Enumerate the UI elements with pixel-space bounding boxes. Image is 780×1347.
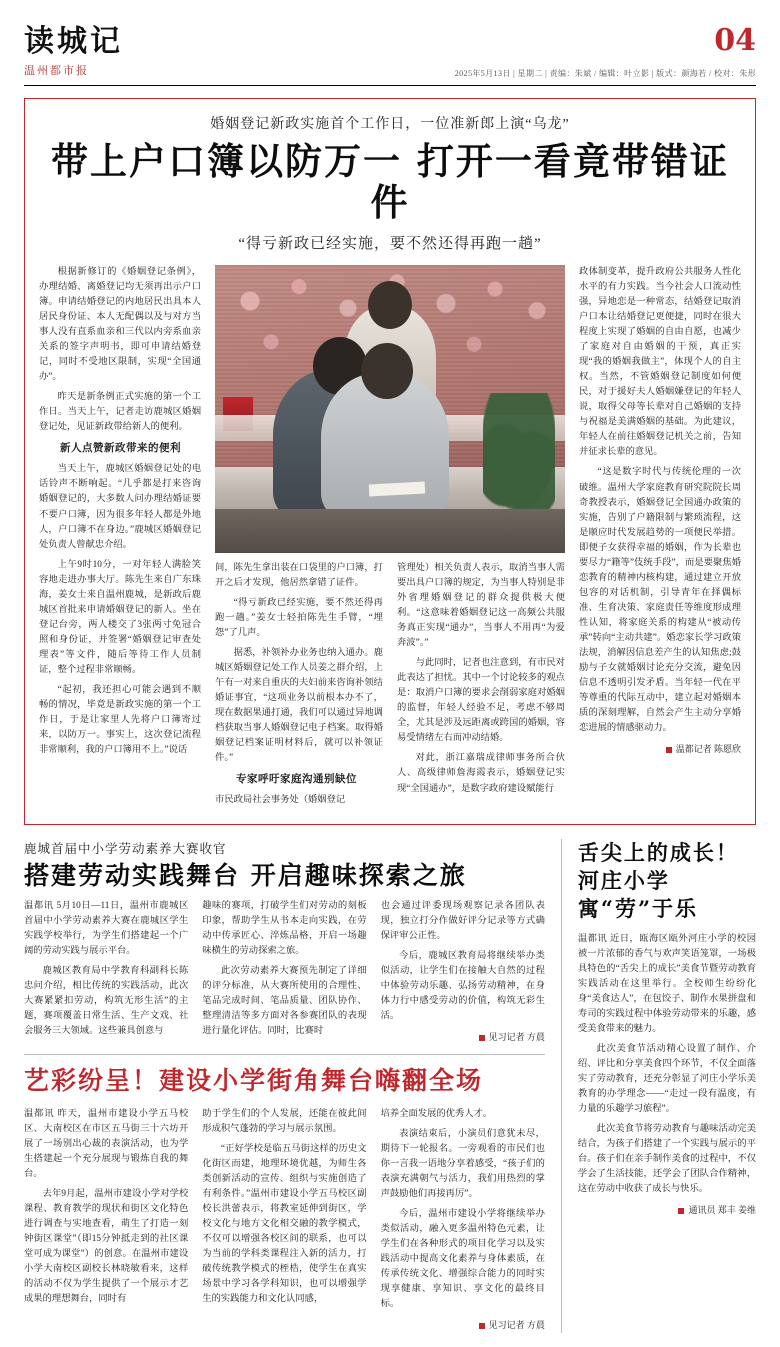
article3-column-2 [202,1107,366,1333]
photo-desk-front [215,509,565,553]
lead-subtitle-2: 专家呼吁家庭沟通别缺位 [236,774,358,786]
paragraph: 根据新修订的《婚姻登记条例》，办理结婚、离婚登记均无须再出示户口簿。申请结婚登记的内地居民出具本人居民身份证、本人无配偶以及与对方当事人没有直系血亲和三代以内旁系血亲关系的签字声明书，即可申请结婚登记，同时不受地区限制，实现“全国通办”。 [39,266,202,383]
paragraph: 对此，浙江嘉瑞成律师事务所合伙人、高级律师詹海霞表示，婚姻登记实现“全国通办”，是数字政府建设赋能行 [396,753,565,794]
lead-byline [579,742,741,757]
paper-subtitle: 温州都市报 [24,64,89,77]
lead-column-2a [215,561,383,814]
paragraph: 此次劳动素养大赛预先制定了详细的评分标准，从大赛所使用的合理性、笔品完成时间、笔品质量、团队协作、整理清洁等多方面对各参赛团队的表现进行量化评估。同时，比赛时 [202,965,367,1036]
lead-story [24,98,756,825]
lead-headline: 带上户口簿以防万一 打开一看竟带错证件 [51,139,729,225]
article4-byline [578,1203,756,1218]
paragraph: 管理处）相关负责人表示，取消当事人需要出具户口簿的规定，为当事人特别是非外省理婚姻登记的群众提供极大便利。“这意味着婚姻登记这一高频公共服务真正实现“通办”，当事人不用再“为爱奔波”。” [396,562,565,649]
byline-marker-icon [479,1323,485,1329]
paragraph: 今后，温州市建设小学将继续举办类似活动，融入更多温州特色元素，让学生们在各种形式的项目化学习以及实践活动中提高文化素养与身体素质，在传承传统文化、增强综合能力的同时实现享健康、享知识、享文化的最终目标。 [380,1209,545,1310]
paragraph: “正好学校是临五马街这样的历史文化街区而建，地理环境优越，为师生各类创新活动的宣传、组织与实施创造了有利条件。”温州市建设小学五马校区副校长洪蕾表示，将教室延伸到街区，学校文化与地方文化相交融的教学模式，不仅可以增强各校区间的联系，也可以为当前的学科类课程注入新的活力，打破传统教学模式的桎梏，使学生在真实场景中学习各学科知识，也可以增强学生的实践能力和文化认同感， [202,1143,367,1305]
article3-body [24,1107,545,1333]
paragraph: 当天上午，鹿城区婚姻登记处的电话铃声不断响起。“几乎都是打来咨询婚姻登记的，大多数人问办理结婚证要不要户口簿，因为很多年轻人都是外地人，户口簿不在身边。”鹿城区婚姻登记处负责人曾献忠介绍。 [39,464,202,550]
lead-photo [215,265,565,553]
lead-column-2 [215,265,565,814]
lead-subtitle-1: 新人点赞新政带来的便利 [60,443,181,455]
article4-title: 舌尖上的成长！河庄小学寓“劳”于乐 [577,839,739,922]
paragraph: 间，陈先生拿出装在口袋里的户口簿，打开之后才发现，他居然拿错了证件。 [215,562,383,588]
paragraph: “起初，我还担心可能会遇到不顺畅的情况，毕竟是新政实施的第一个工作日，于是让家里人先将户口簿寄过来，以防万一。事实上，这次登记流程非常顺利，我的户口簿用不上。”说话 [39,685,202,756]
lower-left-column [24,839,562,1333]
article-street-stage [24,1065,545,1332]
byline-text: 温都记者 陈愿欣 [675,744,741,755]
masthead-left [24,26,123,78]
paragraph: 此次美食节将劳动教育与趣味活动完美结合，为孩子们搭建了一个实践与展示的平台。孩子们在亲手制作美食的过程中，不仅学会了生活技能，还学会了团队合作精神，这在劳动中收获了成长与快乐。 [577,1124,756,1195]
paragraph: 与此同时，记者也注意到，有市民对此表达了担忧。其中一个讨论较多的观点是：取消户口簿的要求会削弱家庭对婚姻的监督，年轻人经验不足，考虑不够周全，尤其是涉及远距离或跨国的婚姻，容易受情绪左右而冲动结婚。 [396,658,565,744]
paragraph: 温都讯 近日，瓯海区瓯外河庄小学的校园被一片浓郁的香气与欢声笑语笼罩，一场极具特色的“舌尖上的成长”美食节暨劳动教育实践活动在这里举行。全校师生纷纷化身“美食达人”，在包饺子、制作水果拼盘和寿司的实践过程中体验劳动带来的乐趣，感受美食带来的魅力。 [577,933,756,1034]
paragraph: 昨天是新条例正式实施的第一个工作日。当天上午，记者走访鹿城区婚姻登记处，见证新政带给新人的便利。 [39,392,202,433]
lead-column-2b [397,561,565,814]
lead-photo-columns [215,561,565,814]
article3-column-1 [24,1107,188,1333]
article3-title: 艺彩纷呈！建设小学街角舞台嗨翻全场 [24,1066,484,1096]
paragraph: 据悉，补领补办业务也纳入通办。鹿城区婚姻登记处工作人员姜之群介绍，上午有一对来自重庆的夫妇前来咨询补领结婚证事宜，“这项业务以前根本办不了，现在数据果通打通，我们可以通过异地调档获取当事人婚姻登记电子档案。取得婚姻登记档案证明材料后，就可以补领证件。” [215,648,383,764]
lead-column-1 [39,265,201,814]
article2-column-3 [381,899,545,1045]
masthead [24,23,756,86]
page-number: 04 [714,23,756,58]
lead-subhead: “得亏新政已经实施，要不然还得再跑一趟” [238,235,542,252]
article2-column-2 [202,899,366,1045]
byline-marker-icon [678,1208,684,1214]
article-labor-competition [24,839,545,1045]
byline-text: 见习记者 方晨 [488,1031,545,1042]
paragraph: 表演结束后，小演员们意犹未尽，期待下一轮报名。一旁观看的市民们也你一言我一语地分享着感受，“孩子们的表演充满朝气与活力，我们用热烈的掌声鼓励他们再接再厉”。 [380,1128,545,1199]
article2-title: 搭建劳动实践舞台 开启趣味探索之旅 [24,860,467,890]
paragraph: 上午9时10分，一对年轻人满脸笑容地走进办事大厅。陈先生来自广东珠海，姜女士来自温州鹿城，是新政后鹿城区首批来申请婚姻登记的新人。坐在登记台旁，两人楼交了3张两寸免冠合照和身份证，并签署“婚姻登记审查处理表”等文件，随后等待工作人员制证，整个过程非常顺畅。 [39,559,202,675]
paragraph: 去年9月起，温州市建设小学对学校课程、教育教学的现状和街区文化特色进行调查与实地查看，萌生了打造一刻钟街区课堂”（即15分钟抵走到的社区课堂可成为课堂”）的创意。在温州市建设小学大南校区副校长林晓敏看来，这样的活动不仅为学生提供了一个展示才艺成果的理想舞台，同时有 [24,1188,189,1305]
byline-text: 见习记者 方晨 [488,1320,545,1331]
paragraph: “这是数字时代与传统伦理的一次破维。温州大学家庭教育研究院院长周奇教授表示，婚姻登记全国通办政策的实施，告别了户籍限制与繁琐流程，这是顺应时代发展趋势的一项便民举措。即便子女获得幸福的婚姻，作为长辈也要尽力“籍等”伎统手段”，而是要聚焦婚恋教育的精神内核构建，通过建立开放包容的对话机制，引导青年在择偶标准、生育决策、家庭责任等维度形成理性认知，将家庭关系的构建从“被动传承”转向“主动共建”。婚恋家长学习政策法规，消解因信息差产生的认知焦虑;鼓励与子女就婚姻讨论充分交流，避免因信息不透明引发矛盾。当年轻一代在平等尊重的代际互动中，建立起对婚姻本质的深刻理解，自然会产生主动分享婚恋进展的情感驱动力。 [578,467,741,734]
article2-kicker: 鹿城首届中小学劳动素养大赛收官 [24,841,227,856]
byline-marker-icon [666,747,672,753]
paragraph: 政体制变革，提升政府公共服务人性化水平的有力实践。当今社会人口流动性强，异地恋是一种常态，结婚登记取消户口本让结婚登记更便捷，同时在很大程度上实现了婚姻的自由自愿，也减少了家庭对自由婚姻的干预，真正实现“我的婚姻我做主”，体现个人的自主权。当然，不管婚姻登记制度如何便民，对于援好夫人婚姻嫌登记的年轻人说，取得父母等长辈对自己婚姻的支持与祝福是美满婚姻的基础。为此建议，年轻人在前往婚姻登记机关之前，告知并征求长辈的意见。 [578,266,741,458]
lead-kicker: 婚姻登记新政实施首个工作日，一位准新郎上演“乌龙” [210,117,570,132]
page-title: 读城记 [24,24,123,59]
divider [24,1054,545,1055]
article2-byline [381,1030,545,1045]
photo-staff-head [368,281,412,329]
lead-body [39,265,741,814]
article4-body [578,932,756,1218]
paragraph: 鹿城区教育局中学教育科副科长陈忠问介绍，相比传统的实践活动，此次大赛紧紧扣劳动，构筑无形生活”的主题，赛项覆盖日常生活、生产文戏、社会服务三大领域。这些兼具创意与 [24,965,189,1036]
paragraph: 今后，鹿城区教育局将继续举办类似活动，让学生们在接触大自然的过程中体验劳动乐趣、弘扬劳动精神，在身体力行中感受劳动的价值，构筑无彩生活。 [380,950,545,1021]
lead-column-3 [579,265,741,814]
paragraph: 也会通过评委现场观察记录各团队表现，独立打分作做好评分记录等方式确保评审公正性。 [380,900,545,941]
article2-body [24,899,545,1045]
masthead-right [454,23,756,79]
paragraph: 助于学生们的个人发展，还能在彼此间形成积气蓬勃的学习与展示氛围。 [202,1108,367,1134]
paragraph: 此次美食节活动精心设置了制作、介绍、评比和分享美食四个环节，不仅全面落实了劳动教育，还充分彰显了河庄小学乐美教育的办学理念——“走过一段有温度，有力量的乐趣学习旅程”。 [577,1043,756,1115]
paragraph: 趣味的赛项，打破学生们对劳动的刻板印象，帮助学生从书本走向实践，在劳动中传承匠心、淬炼品格，开启一场趣味横生的劳动探索之旅。 [202,900,367,956]
lower-section [24,839,756,1333]
paragraph: 市民政局社会事务处（婚姻登记 [215,795,346,806]
article2-column-1 [24,899,188,1045]
photo-plant [483,393,555,509]
article-food-festival [578,839,756,1333]
issue-line: 2025年5月13日 | 星期二 | 责编：朱斌 / 编辑：叶立影 | 版式：颜海若 / 校对：朱形 [454,69,756,78]
article3-column-3 [381,1107,545,1333]
article3-byline [381,1318,545,1333]
photo-person-right-head [361,343,413,399]
byline-text: 通讯员 郑丰 姜维 [688,1205,756,1216]
paragraph: 温都讯 昨天，温州市建设小学五马校区、大南校区在市区五马街三十六坊开展了一场别出心裁的表演活动，也为学生搭建起一个充分展现与锻炼自我的舞台。 [24,1108,189,1179]
paragraph: 培养全面发展的优秀人才。 [380,1108,493,1119]
byline-marker-icon [479,1035,485,1041]
paragraph: “得亏新政已经实施，要不然还得再跑一趟。”姜女士轻拍陈先生手臂，“埋怨”了几声。 [215,597,383,639]
paragraph: 温都讯 5月10日—11日，温州市鹿城区首届中小学劳动素养大赛在鹿城区学生实践学校举行，为学生们搭建起一个广阔的劳动实践与展示平台。 [24,900,189,956]
